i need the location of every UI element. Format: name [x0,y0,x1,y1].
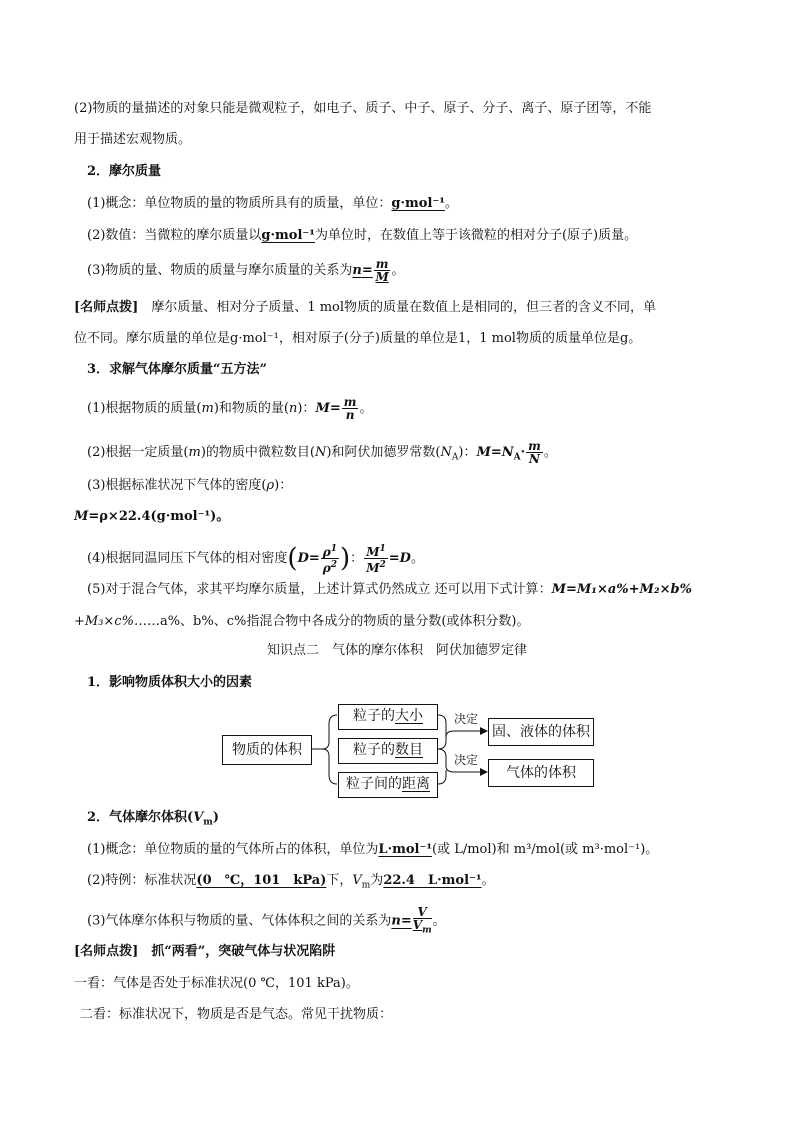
formula: +M₃×c%…… [74,614,160,629]
eq: = [490,445,502,460]
method-1 [87,396,737,421]
box-text: 粒子的 [353,742,395,758]
label-decide-top: 决定 [454,712,479,726]
frac-den: V [412,918,423,932]
value-answer: 22.4 L·mol⁻¹ [383,873,482,888]
label-decide-bottom: 决定 [454,753,479,767]
var-D: D [297,551,309,566]
t: (3)根据标准状况下气体的密度( [87,478,267,493]
punct: 。 [543,445,557,460]
tip2-line [74,944,724,960]
frac-den: n [345,408,355,422]
method-5-cont [74,614,724,630]
t: ： [350,551,364,566]
box-particle-distance [338,772,438,798]
box-substance-volume: 物质的体积 [222,735,312,765]
t: 2．气体摩尔体积( [87,810,194,825]
t: (或 L/mol)和 m³/mol(或 m³·mol⁻¹)。 [432,842,659,857]
punct: 。 [359,401,373,416]
eq: = [308,551,320,566]
frac-num: V [413,906,432,919]
punct: 。 [444,196,458,211]
frac-num: m [528,439,541,453]
heading-gas-molar-volume [87,810,737,831]
formula: M=M₁×a%+M₂×b% [551,582,692,597]
method-5: (5)对于混合气体，求其平均摩尔质量，上述计算式仍然成立 还可以用下式计算：M=M₁×a%+M₂×b% [87,582,692,597]
t: (5)对于混合气体，求其平均摩尔质量，上述计算式仍然成立 还可以用下式计算 [87,582,539,597]
t: 下， [326,873,353,888]
punct: 。 [481,873,495,888]
relation-line [87,258,737,283]
t: )： [274,478,293,493]
frac-num: m [375,257,389,271]
method-3 [87,478,737,494]
var-n: n [391,913,401,929]
punct: 。 [391,263,405,278]
unit-answer: g·mol⁻¹ [261,228,315,243]
t: ) [212,810,219,825]
sub: 1 [379,544,386,554]
var-NA: N [440,445,452,460]
tip-text: 抓“两看”，突破气体与状况陷阱 [138,944,336,959]
unit-answer: L·mol⁻¹ [378,842,433,857]
value-text-2: 为单位时，在数值上等于该微粒的相对分子(原子)质量。 [314,228,638,243]
box-text-underlined: 数目 [395,742,423,758]
t: (1)概念：单位物质的量的气体所占的体积，单位为 [87,842,379,857]
frac-den: N [529,452,540,466]
t: )： [458,445,477,460]
var-m: m [201,401,214,416]
eq: = [329,401,341,416]
t: )和物质的量( [213,401,289,416]
method-4 [87,543,737,574]
var-V: V [352,873,362,888]
sub: m [361,880,371,891]
t: 为 [370,873,384,888]
formula-eq: = [361,263,373,278]
tip-text: 摩尔质量、相对分子质量、1 mol物质的质量在数值上是相同的，但三者的含义不同，单 [138,300,657,315]
t: )： [297,401,316,416]
fraction-m-over-N [526,440,543,465]
t: )的物质中微粒数目( [200,445,315,460]
fraction-V-over-Vm [413,906,432,936]
heading-molar-mass: 2．摩尔质量 [87,164,162,179]
punct: 。 [432,913,446,929]
frac-num: ρ [322,545,331,559]
fraction-m-over-M [374,258,391,283]
sub: m [203,817,213,828]
concept-text: (1)概念：单位物质的量的物质所具有的质量，单位： [87,196,392,211]
sub: A [513,452,521,463]
fraction-rho [321,543,339,574]
t: )和阿伏加德罗常数( [326,445,441,460]
eq: = [388,551,400,566]
fraction-M [364,543,388,574]
paren-left: ( [287,543,298,574]
box-text: 粒子的 [353,708,395,724]
fraction-m-over-n [342,396,359,421]
t: (2)根据一定质量( [87,445,189,460]
text-line: (2)物质的量描述的对象只能是微观粒子，如电子、质子、中子、原子、分子、离子、原子团等，不能 [74,101,652,116]
look-2: 二看：标准状况下，物质是否是气态。常见干扰物质： [80,1007,393,1022]
heading-five-methods: 3．求解气体摩尔质量“五方法” [87,362,268,377]
formula-n: n [352,263,362,278]
sub: 1 [330,544,338,554]
frac-num: M [366,545,380,559]
var-M: M [476,445,491,460]
value-line [87,228,737,244]
var-m: m [188,445,201,460]
paren-right: ) [340,543,351,574]
tip-line [74,300,724,316]
sub: 2 [330,560,338,570]
condition-answer: (0 ℃，101 kPa) [196,873,327,888]
vm-concept [87,842,737,858]
unit-answer: g·mol⁻¹ [391,196,445,211]
concept-line [87,196,737,212]
method-2 [87,440,737,466]
box-particle-size [338,704,438,730]
vm-relation [87,906,737,936]
frac-den: M [375,270,389,284]
var-NA: N [501,445,514,460]
box-gas-volume: 气体的体积 [488,759,594,787]
t: (1)根据物质的质量( [87,401,202,416]
frac-den: ρ [322,561,331,575]
formula: =ρ×22.4(g·mol⁻¹)。 [88,509,230,524]
box-text: 粒子间的 [346,776,402,792]
var-V: V [193,810,204,825]
relation-text: (3)物质的量、物质的质量与摩尔质量的关系为 [87,263,353,278]
heading-factors: 1．影响物质体积大小的因素 [87,675,253,690]
t: (4)根据同温同压下气体的相对密度 [87,551,288,566]
dot: · [520,445,526,460]
look-1: 一看：气体是否处于标准状况(0 ℃，101 kPa)。 [74,976,359,991]
sub: m [422,925,432,936]
method-3-formula [74,509,724,525]
t: (3)气体摩尔体积与物质的量、气体体积之间的关系为 [87,913,392,929]
var-D: D [399,551,411,566]
var-rho: ρ [266,478,275,493]
frac-num: m [343,395,357,409]
tip-line-2: 位不同。摩尔质量的单位是g·mol⁻¹，相对原子(分子)质量的单位是1，1 mol物质的质量单位是g。 [74,331,642,346]
var-n: n [288,401,298,416]
text-line: 用于描述宏观物质。 [74,132,192,147]
var-M: M [74,509,89,524]
tip-label: [名师点拨] [74,300,139,315]
sub: 2 [379,560,386,570]
var-M: M [315,401,330,416]
sub: A [451,452,459,463]
var-N: N [314,445,327,460]
frac-den: M [366,561,380,575]
vm-special [87,873,737,894]
box-text-underlined: 大小 [395,708,423,724]
box-solid-liquid-volume: 固、液体的体积 [488,718,594,746]
box-text-underlined: 距离 [402,776,430,792]
eq: = [400,913,412,929]
t: (2)特例：标准状况 [87,873,197,888]
punct: 。 [410,551,424,566]
section-title: 知识点二 气体的摩尔体积 阿伏加德罗定律 [266,643,527,658]
tip-label: [名师点拨] [74,944,139,959]
t: a%、b%、c%指混合物中各成分的物质的量分数(或体积分数)。 [159,614,530,629]
box-particle-count [338,738,438,764]
value-text: (2)数值：当微粒的摩尔质量以 [87,228,262,243]
